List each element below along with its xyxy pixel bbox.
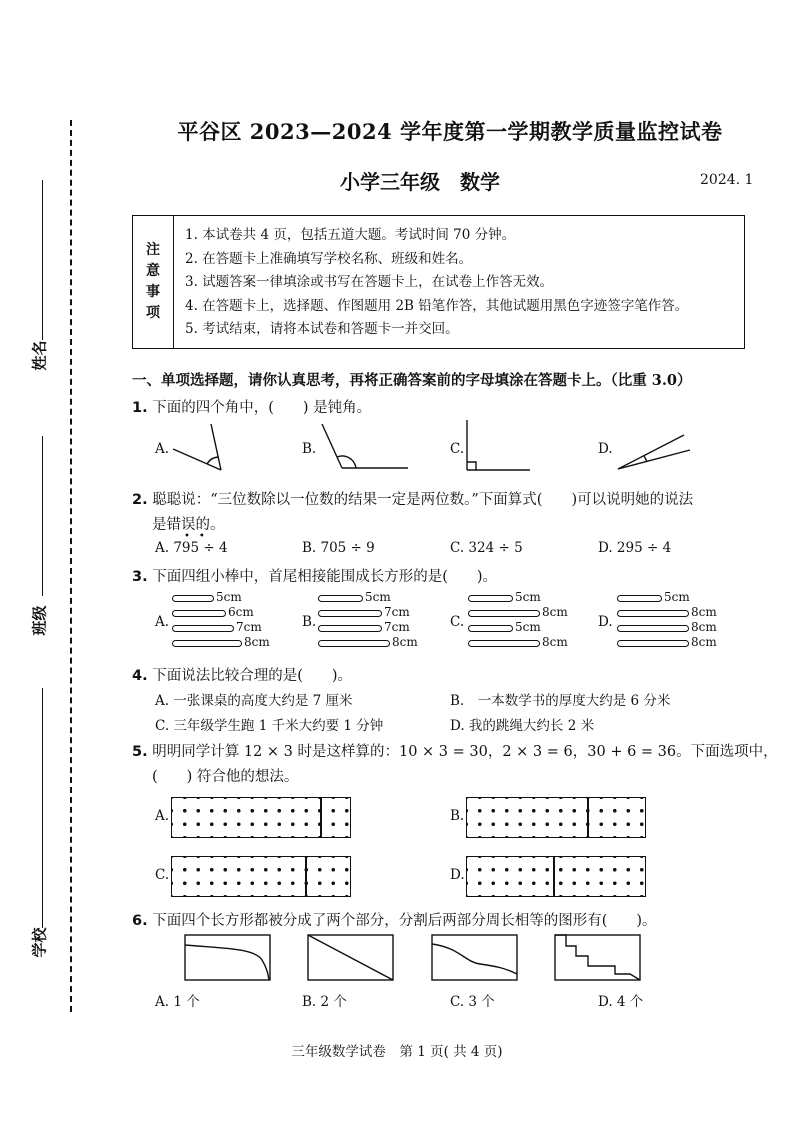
notice-items xyxy=(185,224,688,342)
notice-item: 1. 本试卷共 4 页，包括五道大题。考试时间 70 分钟。 xyxy=(185,227,516,243)
stick-length: 7cm xyxy=(236,620,262,634)
array-divider xyxy=(587,798,589,837)
q2-option-c: C. 324 ÷ 5 xyxy=(450,540,523,556)
question-text: 明明同学计算 12 × 3 时是这样算的：10 × 3 = 30，2 × 3 = 6，30 + 6 = 36。下面选项中， xyxy=(152,744,778,760)
stick-length: 8cm xyxy=(691,605,717,619)
exam-subtitle: 小学三年级 数学 xyxy=(340,170,500,194)
question-4 xyxy=(132,664,352,685)
stick-length: 8cm xyxy=(244,635,270,649)
q1-angle-figures xyxy=(0,415,794,475)
q1-option-c: C. xyxy=(450,441,465,457)
question-number: 6. xyxy=(132,913,148,929)
stick xyxy=(617,595,662,602)
dot-array-b xyxy=(466,797,646,838)
question-5-line2: ( ) 符合他的想法。 xyxy=(152,769,299,785)
stick xyxy=(468,625,513,632)
dot-array-c xyxy=(171,856,351,897)
angle-d-figure xyxy=(618,435,690,469)
rectangle-b-figure xyxy=(308,935,393,980)
stick xyxy=(172,595,214,602)
angle-b-figure xyxy=(322,424,408,468)
stick-length: 5cm xyxy=(664,590,690,604)
q1-option-a: A. xyxy=(155,441,170,457)
q3-option-b: B. xyxy=(302,614,317,630)
stick xyxy=(617,640,689,647)
stick xyxy=(468,595,513,602)
q1-option-b: B. xyxy=(302,441,317,457)
stick xyxy=(172,640,242,647)
question-text: 下面四组小棒中，首尾相接能围成长方形的是( )。 xyxy=(152,569,498,585)
exam-title: 平谷区 2023—2024 学年度第一学期教学质量监控试卷 xyxy=(177,119,723,144)
q4-option-c: C. 三年级学生跑 1 千米大约要 1 分钟 xyxy=(155,718,384,734)
q3-option-d: D. xyxy=(598,614,613,630)
q6-option-b: B. 2 个 xyxy=(302,994,347,1010)
q6-option-d: D. 4 个 xyxy=(598,994,644,1010)
stick xyxy=(318,640,390,647)
question-number: 5. xyxy=(132,744,148,760)
stick-length: 8cm xyxy=(392,635,418,649)
question-text: 聪聪说：“三位数除以一位数的结果一定是两位数。”下面算式( )可以说明她的说法 xyxy=(152,492,694,508)
question-number: 4. xyxy=(132,668,148,684)
question-6 xyxy=(132,909,657,930)
question-5 xyxy=(132,740,778,761)
notice-label-char: 事 xyxy=(146,284,160,300)
array-divider xyxy=(305,857,307,896)
question-number: 1. xyxy=(132,400,148,416)
notice-label-char: 注 xyxy=(146,242,160,258)
question-number: 3. xyxy=(132,569,148,585)
binding-dashed-line xyxy=(70,120,72,1012)
array-divider xyxy=(553,857,555,896)
stick-length: 5cm xyxy=(365,590,391,604)
question-1 xyxy=(132,396,371,417)
question-number: 2. xyxy=(132,492,148,508)
q5-option-a: A. xyxy=(155,808,170,824)
stick-length: 5cm xyxy=(515,590,541,604)
q2-option-a: A. 795 ÷ 4 xyxy=(155,540,228,556)
question-text: 下面四个长方形都被分成了两个部分，分割后两部分周长相等的图形有( )。 xyxy=(152,913,657,929)
angle-c-figure xyxy=(467,420,530,470)
class-label: 班级 xyxy=(30,605,49,636)
notice-box xyxy=(132,215,745,349)
stick-length: 8cm xyxy=(691,620,717,634)
dot-array-a xyxy=(171,797,351,838)
q4-option-b: B. 一本数学书的厚度大约是 6 分米 xyxy=(450,693,671,709)
q2-option-b: B. 705 ÷ 9 xyxy=(302,540,375,556)
question-text: 下面说法比较合理的是( )。 xyxy=(152,668,353,684)
emphasis-dots: •• xyxy=(184,531,214,542)
name-line xyxy=(42,180,43,340)
q6-option-c: C. 3 个 xyxy=(450,994,495,1010)
q5-option-b: B. xyxy=(450,808,465,824)
q6-option-a: A. 1 个 xyxy=(155,994,200,1010)
notice-item: 5. 考试结束，请将本试卷和答题卡一并交回。 xyxy=(185,321,459,337)
stick xyxy=(468,610,540,617)
q1-option-d: D. xyxy=(598,441,613,457)
stick xyxy=(617,610,689,617)
question-3 xyxy=(132,565,497,586)
page-footer: 三年级数学试卷 第 1 页( 共 4 页) xyxy=(291,1044,503,1060)
section-heading: 一、单项选择题，请你认真思考，再将正确答案前的字母填涂在答题卡上。（比重 3.0） xyxy=(132,372,692,389)
stick xyxy=(172,625,234,632)
stick-length: 5cm xyxy=(216,590,242,604)
school-label: 学校 xyxy=(30,927,49,958)
q5-option-d: D. xyxy=(450,867,465,883)
stick xyxy=(617,625,689,632)
stick xyxy=(318,610,382,617)
rectangle-a-figure xyxy=(185,935,270,980)
question-2 xyxy=(132,488,693,509)
stick-length: 7cm xyxy=(384,605,410,619)
stick xyxy=(318,625,382,632)
q4-option-a: A. 一张课桌的高度大约是 7 厘米 xyxy=(155,693,353,709)
array-divider xyxy=(320,798,322,837)
notice-label xyxy=(133,216,174,348)
notice-label-char: 项 xyxy=(146,305,160,321)
notice-label-char: 意 xyxy=(146,263,160,279)
stick-length: 7cm xyxy=(384,620,410,634)
q5-option-c: C. xyxy=(155,867,170,883)
question-text: 下面的四个角中，( ) 是钝角。 xyxy=(152,400,372,416)
stick-length: 6cm xyxy=(228,605,254,619)
q3-option-c: C. xyxy=(450,614,465,630)
rectangle-c-figure xyxy=(432,935,517,980)
question-2-line2: 是错误的。 xyxy=(152,517,225,533)
dot-array-d xyxy=(466,856,646,897)
stick-length: 8cm xyxy=(691,635,717,649)
q4-option-d: D. 我的跳绳大约长 2 米 xyxy=(450,718,595,734)
notice-item: 4. 在答题卡上，选择题、作图题用 2B 铅笔作答，其他试题用黑色字迹签字笔作答。 xyxy=(185,297,689,314)
stick xyxy=(468,640,540,647)
q2-option-d: D. 295 ÷ 4 xyxy=(598,540,672,556)
notice-item: 2. 在答题卡上准确填写学校名称、班级和姓名。 xyxy=(185,250,473,267)
stick-length: 5cm xyxy=(515,620,541,634)
school-line xyxy=(42,688,43,928)
name-label: 姓名 xyxy=(30,340,49,371)
stick-length: 8cm xyxy=(542,605,568,619)
q6-rectangle-figures xyxy=(0,930,794,985)
rectangle-d-figure xyxy=(555,935,640,980)
q3-option-a: A. xyxy=(155,614,170,630)
exam-date: 2024. 1 xyxy=(700,172,754,188)
angle-a-figure xyxy=(173,424,221,470)
stick xyxy=(172,610,226,617)
stick xyxy=(318,595,363,602)
notice-item: 3. 试题答案一律填涂或书写在答题卡上，在试卷上作答无效。 xyxy=(185,274,554,290)
stick-length: 8cm xyxy=(542,635,568,649)
